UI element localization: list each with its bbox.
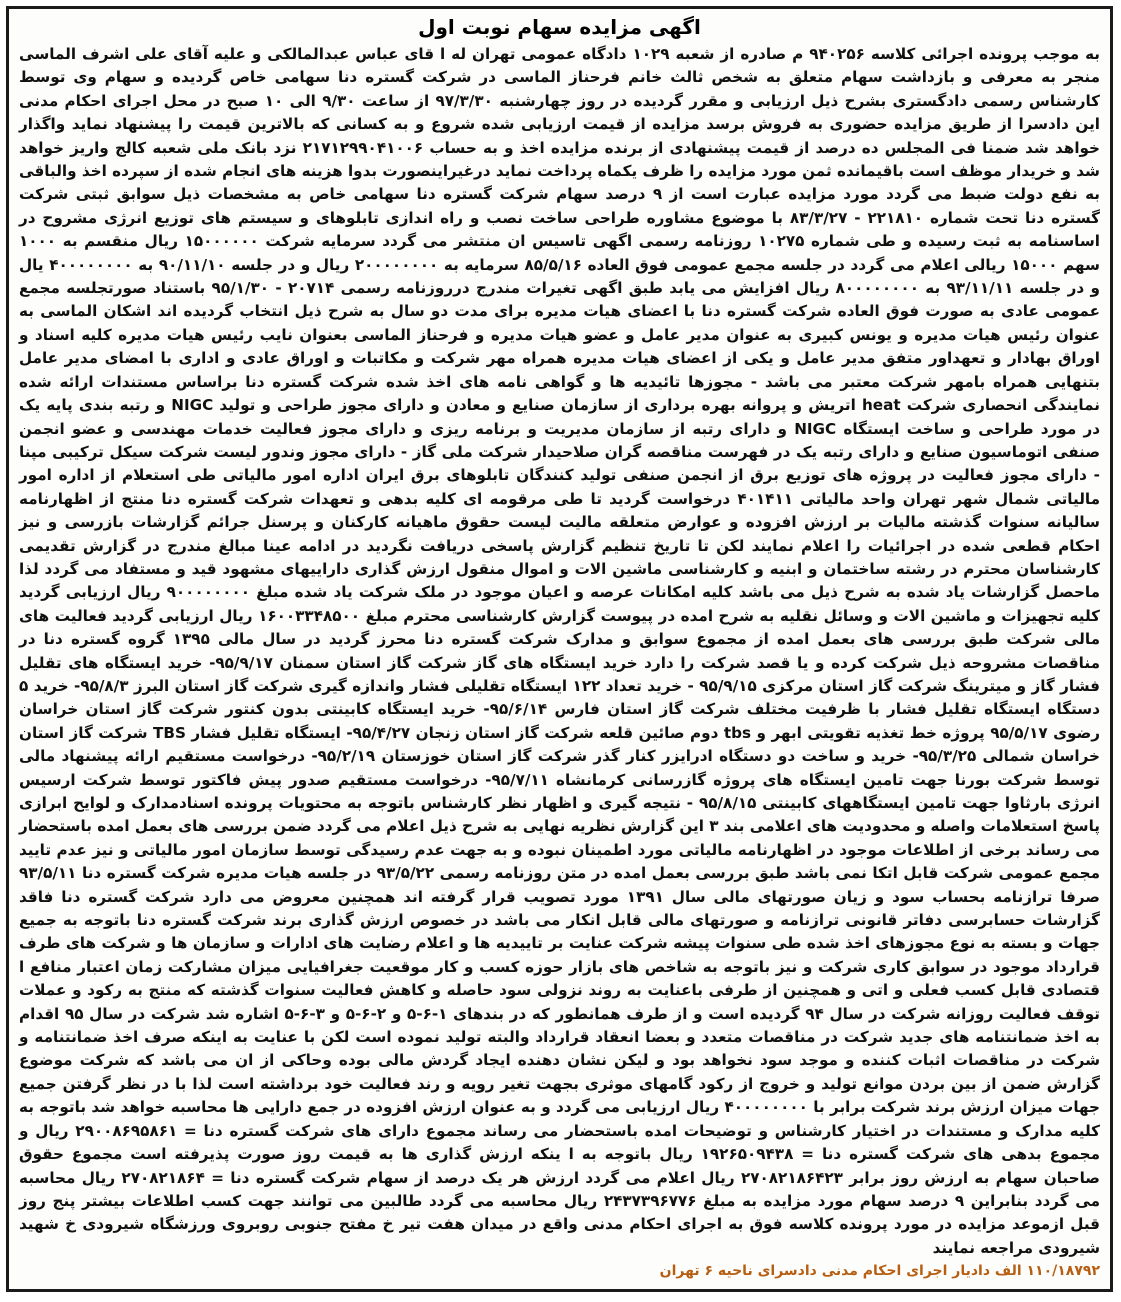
auction-notice xyxy=(6,6,1113,1292)
notice-body: به موجب پرونده اجرائی کلاسه ۹۴۰۲۵۶ م صادره از شعبه ۱۰۲۹ دادگاه عمومی تهران له ا قای عباس عبدالمالکی و علیه آقای علی اشرف الماسی منجر به معرفی و بازداشت سهام متعلق به شخص ثالث خانم فرحناز الماسی در شرکت گستره دنا سهامی خاص گردیده و سهام وی توسط کارشناس رسمی دادگستری بشرح ذیل ارزیابی و مقرر گردیده در روز چهارشنبه ۹۷/۳/۳۰ از ساعت ۹/۳۰ الی ۱۰ صبح در محل اجرای احکام مدنی این دادسرا از طریق مزایده حضوری به فروش برسد مزایده از قیمت ارزیابی شده شروع و به کسانی که بالاترین قیمت را پیشنهاد نماید واگذار خواهد شد ضمنا فی المجلس ده درصد از قیمت پیشنهادی از برنده مزایده اخذ و به حساب ۲۱۷۱۲۹۹۰۴۱۰۰۶ نزد بانک ملی شعبه کالج واریز خواهد شد و خریدار موظف است باقیمانده ثمن مورد مزایده را ظرف یکماه پرداخت نماید درغیراینصورت بدوا هزینه های انجام شده از سپرده اخذ والباقی به نفع دولت ضبط می گردد مورد مزایده عبارت است از ۹ درصد سهام شرکت گستره دنا سهامی خاص به مشخصات ذیل سوابق ثبتی شرکت گستره دنا تحت شماره ۲۲۱۸۱۰ - ۸۳/۳/۲۷ با موضوع مشاوره طراحی ساخت نصب و راه اندازی تابلوهای و سیستم های توزیع انرژی مشروح در اساسنامه به ثبت رسیده و طی شماره ۱۰۲۷۵ روزنامه رسمی اگهی تاسیس ان منتشر می گردد سرمایه شرکت ۱۵۰۰۰۰۰۰ ریال منقسم به ۱۰۰۰ سهم ۱۵۰۰۰ ریالی اعلام می گردد در جلسه مجمع عمومی فوق العاده ۸۵/۵/۱۶ سرمایه به ۲۰۰۰۰۰۰۰۰ ریال و در جلسه ۹۰/۱۱/۱۰ به ۴۰۰۰۰۰۰۰۰ یال و در جلسه ۹۳/۱۱/۱۱ به ۸۰۰۰۰۰۰۰۰ ریال افزایش می یابد طبق اگهی تغیرات مندرج درروزنامه رسمی ۲۰۷۱۴ - ۹۵/۱/۳۰ باستناد صورتجلسه مجمع عمومی عادی به صورت فوق العاده شرکت گستره دنا با اعضای هیات مدیره برای مدت دو سال به شرح ذیل انتخاب گردیده اند اشکان الماسی به عنوان رئیس هیات مدیره و یونس کبیری به عنوان مدیر عامل و عضو هیات مدیره و فرحناز الماسی بعنوان نایب رئیس هیات مدیره کلیه اسناد و اوراق بهادار و تعهداور متفق مدیر عامل و یکی از اعضای هیات مدیره همراه مهر شرکت و مکاتبات و اوراق عادی و اداری با امضای مدیر عامل بتنهایی همراه بامهر شرکت معتبر می باشد - مجوزها تائیدیه ها و گواهی نامه های اخذ شده شرکت گستره دنا براساس مستندات ارائه شده نمایندگی انحصاری شرکت heat اتریش و پروانه بهره برداری از سازمان صنایع و معادن و دارای مجوز طراحی و تولید NIGC و رتبه بندی پایه یک در مورد طراحی و ساخت ایستگاه NIGC و دارای رتبه از سازمان مدیریت و برنامه ریزی و دارای مجوز فعالیت خدمات مهندسی و عضو انجمن صنفی اتوماسیون صنایع و دارای رتبه یک در فهرست مناقصه گران صلاحیدار شرکت ملی گاز - دارای مجوز وندور لیست شرکت سیکل ترکیبی مپنا - دارای مجوز فعالیت در پروژه های توزیع برق از انجمن صنفی تولید کنندگان تابلوهای برق ایران اداره امور مالیاتی طی استعلام از اداره امور مالیاتی شمال شهر تهران واحد مالیاتی ۴۰۱۴۱۱ درخواست گردید تا طی مرقومه ای کلیه بدهی و تعهدات شرکت گستره دنا منتج از اظهارنامه سالیانه سنوات گذشته مالیات بر ارزش افزوده و عوارض متعلقه مالیت لیست حقوق ماهیانه کارکنان و پرسنل جرائم گزارشات بازرسی و نیز احکام قطعی شده در اجرائیات را اعلام نمایند لکن تا تاریخ تنظیم گزارش پاسخی دریافت نگردید در ادامه عینا مبالغ مندرج در گزارش تقدیمی کارشناسان محترم در رشته ساختمان و ابنیه و کارشناسی ماشین الات و اموال منقول ارزش گذاری داراییهای مشهود قید و مستفاد می گردد لذا ماحصل گزارشات یاد شده به شرح ذیل می باشد کلیه امکانات عرصه و اعیان موجود در ملک شرکت یاد شده مبلغ ۹۰۰۰۰۰۰۰۰ ریال ارزیابی گردید کلیه تجهیزات و ماشین الات و وسائل نقلیه به شرح امده در پیوست گزارش کارشناسی محترم مبلغ ۱۶۰۰۳۳۴۸۵۰۰ ریال ارزیابی گردید فعالیت های مالی شرکت طبق بررسی های بعمل امده از مجموع سوابق و مدارک شرکت گستره دنا محرز گردید در سال مالی ۱۳۹۵ گروه گستره دنا در مناقصات مشروحه ذیل شرکت کرده و یا قصد شرکت را دارد خرید ایستگاه های گاز شرکت گاز استان سمنان ۹۵/۹/۱۷- خرید ایستگاه های تقلیل فشار گاز و میترینگ شرکت گاز استان مرکزی ۹۵/۹/۱۵ - خرید تعداد ۱۲۲ ایستگاه تقلیلی فشار واندازه گیری شرکت گاز استان البرز ۹۵/۸/۳- خرید ۵ دستگاه ایستگاه تقلیل فشار با ظرفیت مختلف شرکت گاز استان فارس ۹۵/۶/۱۴- خرید ایستگاه کابینتی بدون کنتور شرکت گاز استان خراسان رضوی ۹۵/۵/۱۷ پروژه خط تغذیه تقویتی ابهر و tbs دوم صائین قلعه شرکت گاز استان زنجان ۹۵/۴/۲۷- ایستگاه تقلیل فشار TBS شرکت گاز استان خراسان شمالی ۹۵/۳/۲۵- خرید و ساخت دو دستگاه ادرایزر کنار گذر شرکت گاز استان خوزستان ۹۵/۲/۱۹- درخواست مستقیم ارائه پیشنهاد مالی توسط شرکت بورنا جهت تامین ایستگاه های پروژه گازرسانی کرمانشاه ۹۵/۷/۱۱- درخواست مستقیم صدور پیش فاکتور توسط شرکت ارسیس انرژی بارثاوا جهت تامین ایستگاههای کابینتی ۹۵/۸/۱۵ - نتیجه گیری و اظهار نظر کارشناس باتوجه به محتویات پرونده اسنادمدارک و لوایح ابرازی پاسخ استعلامات واصله و محدودیت های اعلامی بند ۳ این گزارش نظریه نهایی به شرح ذیل اعلام می گردد ضمن بررسی های بعمل امده باستحضار می رساند برخی از اطلاعات موجود در اظهارنامه مالیاتی مورد اطمینان نبوده و به جهت عدم رسیدگی توسط سازمان امور مالیاتی و نیز عدم تایید مجمع عمومی شرکت قابل اتکا نمی باشد طبق بررسی بعمل امده در متن روزنامه رسمی ۹۳/۵/۲۲ در جلسه هیات مدیره شرکت گستره دنا ۹۳/۵/۱۱ صرفا ترازنامه بحساب سود و زیان صورتهای مالی سال ۱۳۹۱ مورد تصویب قرار گرفته اند همچنین معروض می دارد شرکت گستره دنا فاقد گزارشات حسابرسی دفاتر قانونی ترازنامه و صورتهای مالی قابل انکار می باشد در خصوص ارزش گذاری برند شرکت گستره دنا باتوجه به جمیع جهات و بسته به نوع مجوزهای اخذ شده طی سنوات پیشه شرکت عنایت بر تاییدیه ها و اعلام رضایت های ادارات و سازمان ها و شرکت های طرف قرارداد موجود در سوابق کاری شرکت و نیز باتوجه به شاخص های بازار حوزه کسب و کار موقعیت جغرافیایی میزان مشارکت زمان اعتبار منافع ا قتصادی قابل کسب فعلی و اتی و همچنین از طرفی باعنایت به روند نزولی سود حاصله و کاهش فعالیت سنوات گذشته که منتج به رکود و عملات توقف فعالیت روزانه شرکت در سال ۹۴ گردیده است و از طرف همانطور که در بندهای ۱-۶-۵ و ۲-۶-۵ و ۳-۶-۵ اشاره شد شرکت در سال ۹۵ اقدام به اخذ ضمانتنامه های جدید شرکت در مناقصات متعدد و بعضا انعقاد قرارداد والبته تولید نموده است لکن با عنایت به اینکه صرف اخذ ضمانتنامه و شرکت در مناقصات اثبات کننده و موجد سود نخواهد بود و لیکن نشان دهنده ایجاد گردش مالی بوده وحاکی از ان می باشد که شرکت موضوع گزارش ضمن از بین بردن موانع تولید و خروج از رکود گامهای موثری بجهت تغیر رویه و رند فعالیت خود برداشته است لذا با در نظر گرفتن جمیع جهات میزان ارزش برند شرکت برابر با ۴۰۰۰۰۰۰۰۰ ریال ارزیابی می گردد و به عنوان ارزش افزوده در جمع دارایی ها محاسبه خواهد شد باتوجه به کلیه مدارک و مستندات در اختیار کارشناس و توضیحات امده باستحضار می رساند مجموع دارای های شرکت گستره دنا = ۲۹۰۰۸۶۹۵۸۶۱ ریال و مجموع بدهی های شرکت گستره دنا = ۱۹۲۶۵۰۹۴۳۸ ریال باتوجه به ا ینکه ارزش گذاری ها به قیمت روز صورت پذیرفته است مجموع حقوق صاحبان سهام به ارزش روز برابر ۲۷۰۸۲۱۸۶۴۲۳ ریال اعلام می گردد ارزش هر یک درصد از سهام شرکت گستره دنا = ۲۷۰۸۲۱۸۶۴ ریال محاسبه می گردد بنابراین ۹ درصد سهام مورد مزایده به مبلغ ۲۴۳۷۳۹۶۷۷۶ ریال محاسبه می گردد طالبین می توانند جهت کسب اطلاعات بیشتر پنج روز قبل ازموعد مزایده در مورد پرونده کلاسه فوق به اجرای احکام مدنی واقع در میدان هفت تیر خ مفتح جنوبی روبروی ورزشگاه شیرودی خ شهید شیرودی مراجعه نمایند xyxy=(19,45,1101,1257)
notice-reference-number: ۱۱۰/۱۸۷۹۲ xyxy=(1026,1263,1100,1280)
notice-issuer: الف دادیار اجرای احکام مدنی دادسرای ناحیه ۶ تهران xyxy=(659,1263,1022,1280)
notice-footer xyxy=(19,1260,1100,1282)
notice-title: اگهی مزایده سهام نوبت اول xyxy=(418,15,701,39)
